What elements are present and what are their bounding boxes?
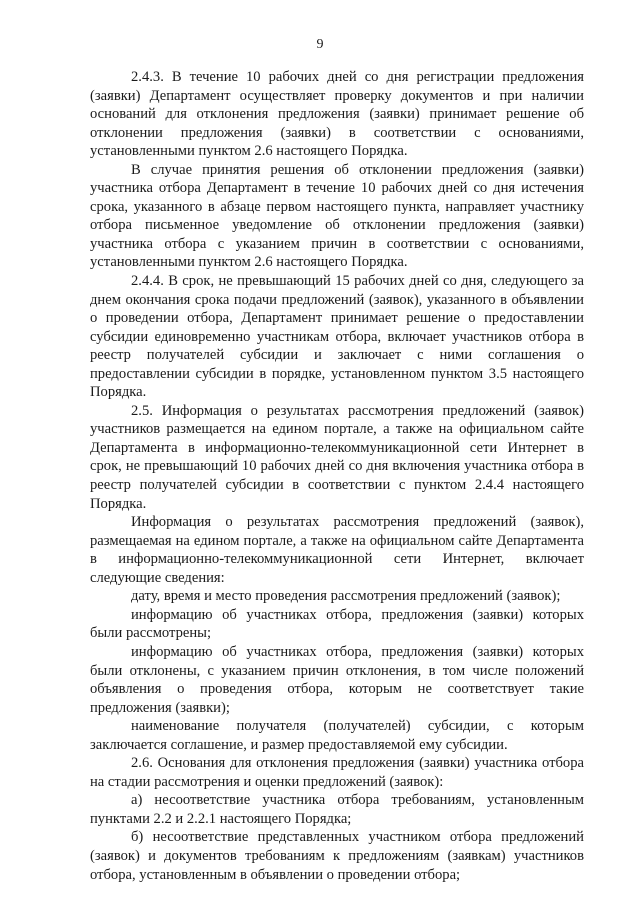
paragraph-2-4-4: 2.4.4. В срок, не превышающий 15 рабочих дней со дня, следующего за днем окончания срока подачи предложений (заявок), указанного в объявлении о проведении отбора, Департамент принимает решение о предоставлении субсидии единовременно участникам отбора, включает участников отбора в реестр получателей субсидии и заключает с ними соглашения о предоставлении субсидии в порядке, установленном пунктом 3.5 настоящего Порядка. — [90, 273, 584, 401]
document-body — [90, 68, 584, 884]
paragraph-results-info: Информация о результатах рассмотрения предложений (заявок), размещаемая на едином портале, а также на официальном сайте Департамента в информационно-телекоммуникационной сети Интернет, включает следующие сведения: — [90, 514, 584, 586]
list-item-date-time-place: дату, время и место проведения рассмотрения предложений (заявок); — [131, 588, 561, 605]
paragraph-2-5: 2.5. Информация о результатах рассмотрения предложений (заявок) участников размещается на едином портале, а также на официальном сайте Департамента в информационно-телекоммуникационной сети Интернет в срок, не превышающий 10 рабочих дней со дня включения участника отбора в реестр получателей субсидии в соответствии с пунктом 2.4.4 настоящего Порядка. — [90, 402, 584, 512]
list-item-a: а) несоответствие участника отбора требованиям, установленным пунктами 2.2 и 2.2.1 настоящего Порядка; — [90, 792, 584, 827]
paragraph-2-6: 2.6. Основания для отклонения предложения (заявки) участника отбора на стадии рассмотрения и оценки предложений (заявок): — [90, 755, 584, 790]
list-item-b: б) несоответствие представленных участником отбора предложений (заявок) и документов требованиям к предложениям (заявкам) участников отбора, установленным в объявлении о проведении отбора; — [90, 829, 584, 883]
list-item-recipient-name: наименование получателя (получателей) субсидии, с которым заключается соглашение, и размер предоставляемой ему субсидии. — [90, 718, 584, 753]
list-item-rejected-participants: информацию об участниках отбора, предложения (заявки) которых были отклонены, с указанием причин отклонения, в том числе положений объявления о проведения отбора, которым не соответствует такие предложения (заявки); — [90, 643, 584, 716]
list-item-reviewed-participants: информацию об участниках отбора, предложения (заявки) которых были рассмотрены; — [90, 606, 584, 642]
paragraph-2-4-3: 2.4.3. В течение 10 рабочих дней со дня регистрации предложения (заявки) Департамент осуществляет проверку документов и при наличии оснований для отклонения предложения (заявки) принимает решение об отклонении предложения (заявки) в соответствии с основаниями, установленными пунктом 2.6 настоящего Порядка. — [90, 69, 584, 160]
page-number: 9 — [316, 37, 324, 52]
paragraph-rejection-notice: В случае принятия решения об отклонении предложения (заявки) участника отбора Департамент в течение 10 рабочих дней со дня истечения срока, указанного в абзаце первом настоящего пункта, направляет участнику отбора письменное уведомление об отклонении предложения (заявки) участника отбора с указанием причин в соответствии с основаниями, установленными пунктом 2.6 настоящего Порядка. — [90, 161, 584, 271]
